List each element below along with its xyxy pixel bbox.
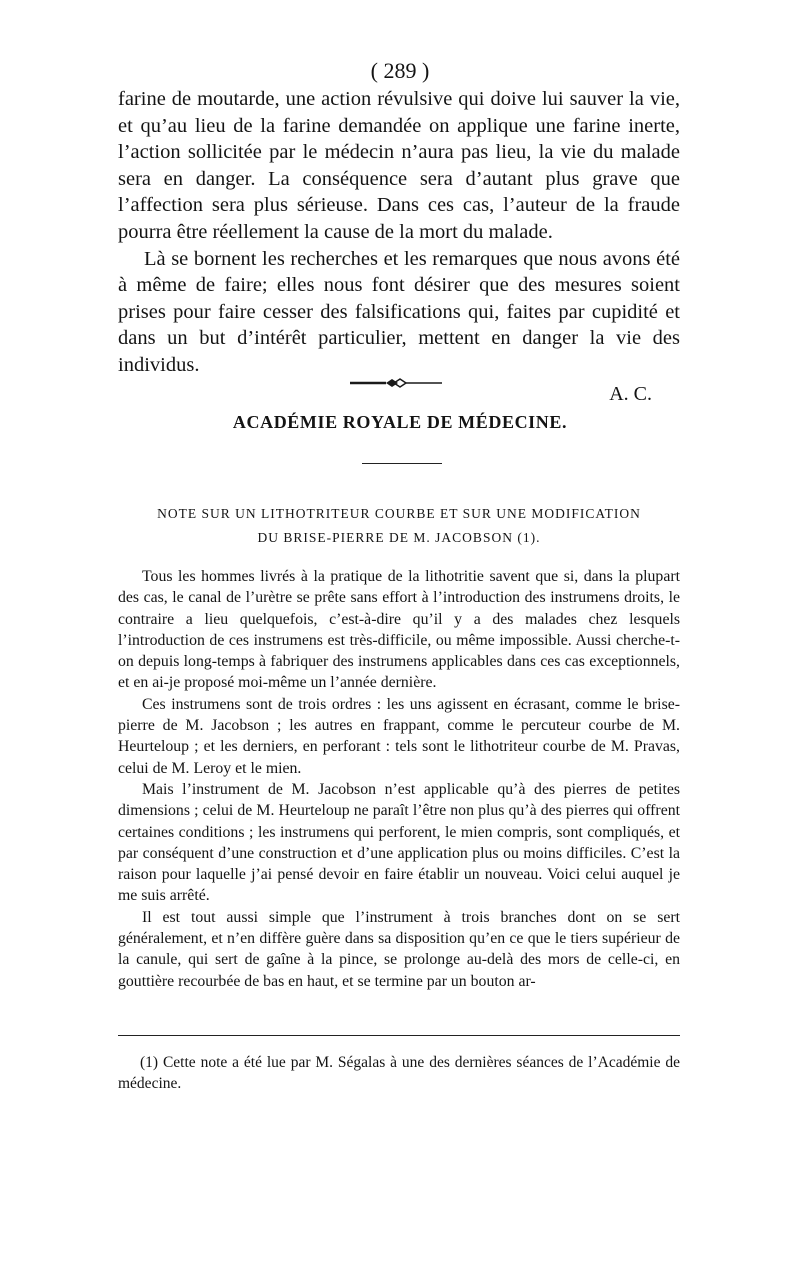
paragraph: Là se bornent les recherches et les remarques que nous avons été à même de faire; elles nous font désirer que des mesures soient prises pour faire cesser des falsifications qui, faites par cupidité et dans un but d’intérêt particulier, mettent en danger la vie des individus. <box>118 247 680 376</box>
note-title <box>118 502 680 550</box>
signature: A. C. <box>609 382 652 405</box>
paragraph: Tous les hommes livrés à la pratique de la lithotritie savent que si, dans la plupart des cas, le canal de l’urètre se prête sans effort à l’introduction des instrumens droits, le contraire a lieu quelquefois, c’est-à-dire qu’il y a des malades chez lesquels l’introduction de ces instrumens est très-difficile, ou même impossible. Aussi cherche-t-on depuis long-temps à fabriquer des instrumens applicables dans ces cas exceptionnels, et en ai-je proposé moi-même un l’année dernière. <box>118 568 680 692</box>
paragraph: farine de moutarde, une action révulsive qui doive lui sauver la vie, et qu’au lieu de la farine demandée on applique une farine inerte, l’action sollicitée par le médecin n’aura pas lieu, la vie du malade sera en danger. La conséquence sera d’autant plus grave que l’affection sera plus sérieuse. Dans ces cas, l’auteur de la fraude pourra être réellement la cause de la mort du malade. <box>118 88 680 243</box>
note-title-line: DU BRISE-PIERRE DE M. JACOBSON (1). <box>257 530 541 545</box>
footnote-rule <box>118 1035 680 1036</box>
footnote <box>118 1052 680 1094</box>
paragraph: Il est tout aussi simple que l’instrument à trois branches dont on se sert généralement, et n’en diffère guère dans sa disposition qu’en ce que le tiers supérieur de la canule, qui sert de gaîne à la pince, se prolonge au-delà des mors de celle-ci, en gouttière recourbée de bas en haut, et se termine par un bouton ar- <box>118 908 680 990</box>
ornament-divider <box>350 378 442 388</box>
section-rule <box>362 463 442 464</box>
section-heading: ACADÉMIE ROYALE DE MÉDECINE. <box>232 412 568 432</box>
footnote-text: (1) Cette note a été lue par M. Ségalas à une des dernières séances de l’Académie de médecine. <box>118 1054 680 1092</box>
article-body <box>118 566 680 992</box>
continued-text <box>118 86 680 407</box>
note-title-line: NOTE SUR UN LITHOTRITEUR COURBE ET SUR UNE MODIFICATION <box>157 506 641 521</box>
paragraph: Ces instrumens sont de trois ordres : les uns agissent en écrasant, comme le brise-pierre de M. Jacobson ; les autres en frappant, comme le percuteur courbe de M. Heurteloup ; et les derniers, en perforant : tels sont le lithotriteur courbe de M. Pravas, celui de M. Leroy et le mien. <box>118 695 680 777</box>
paragraph: Mais l’instrument de M. Jacobson n’est applicable qu’à des pierres de petites dimensions ; celui de M. Heurteloup ne paraît l’être non plus qu’à des pierres qui offrent certaines conditions ; les instrumens qui perforent, le mien compris, sont compliqués, et par conséquent d’une construction et d’une application plus ou moins difficiles. C’est la raison pour laquelle j’ai pensé devoir en faire établir un nouveau. Voici celui auquel je me suis arrêté. <box>118 780 680 905</box>
page-number: ( 289 ) <box>370 58 430 83</box>
